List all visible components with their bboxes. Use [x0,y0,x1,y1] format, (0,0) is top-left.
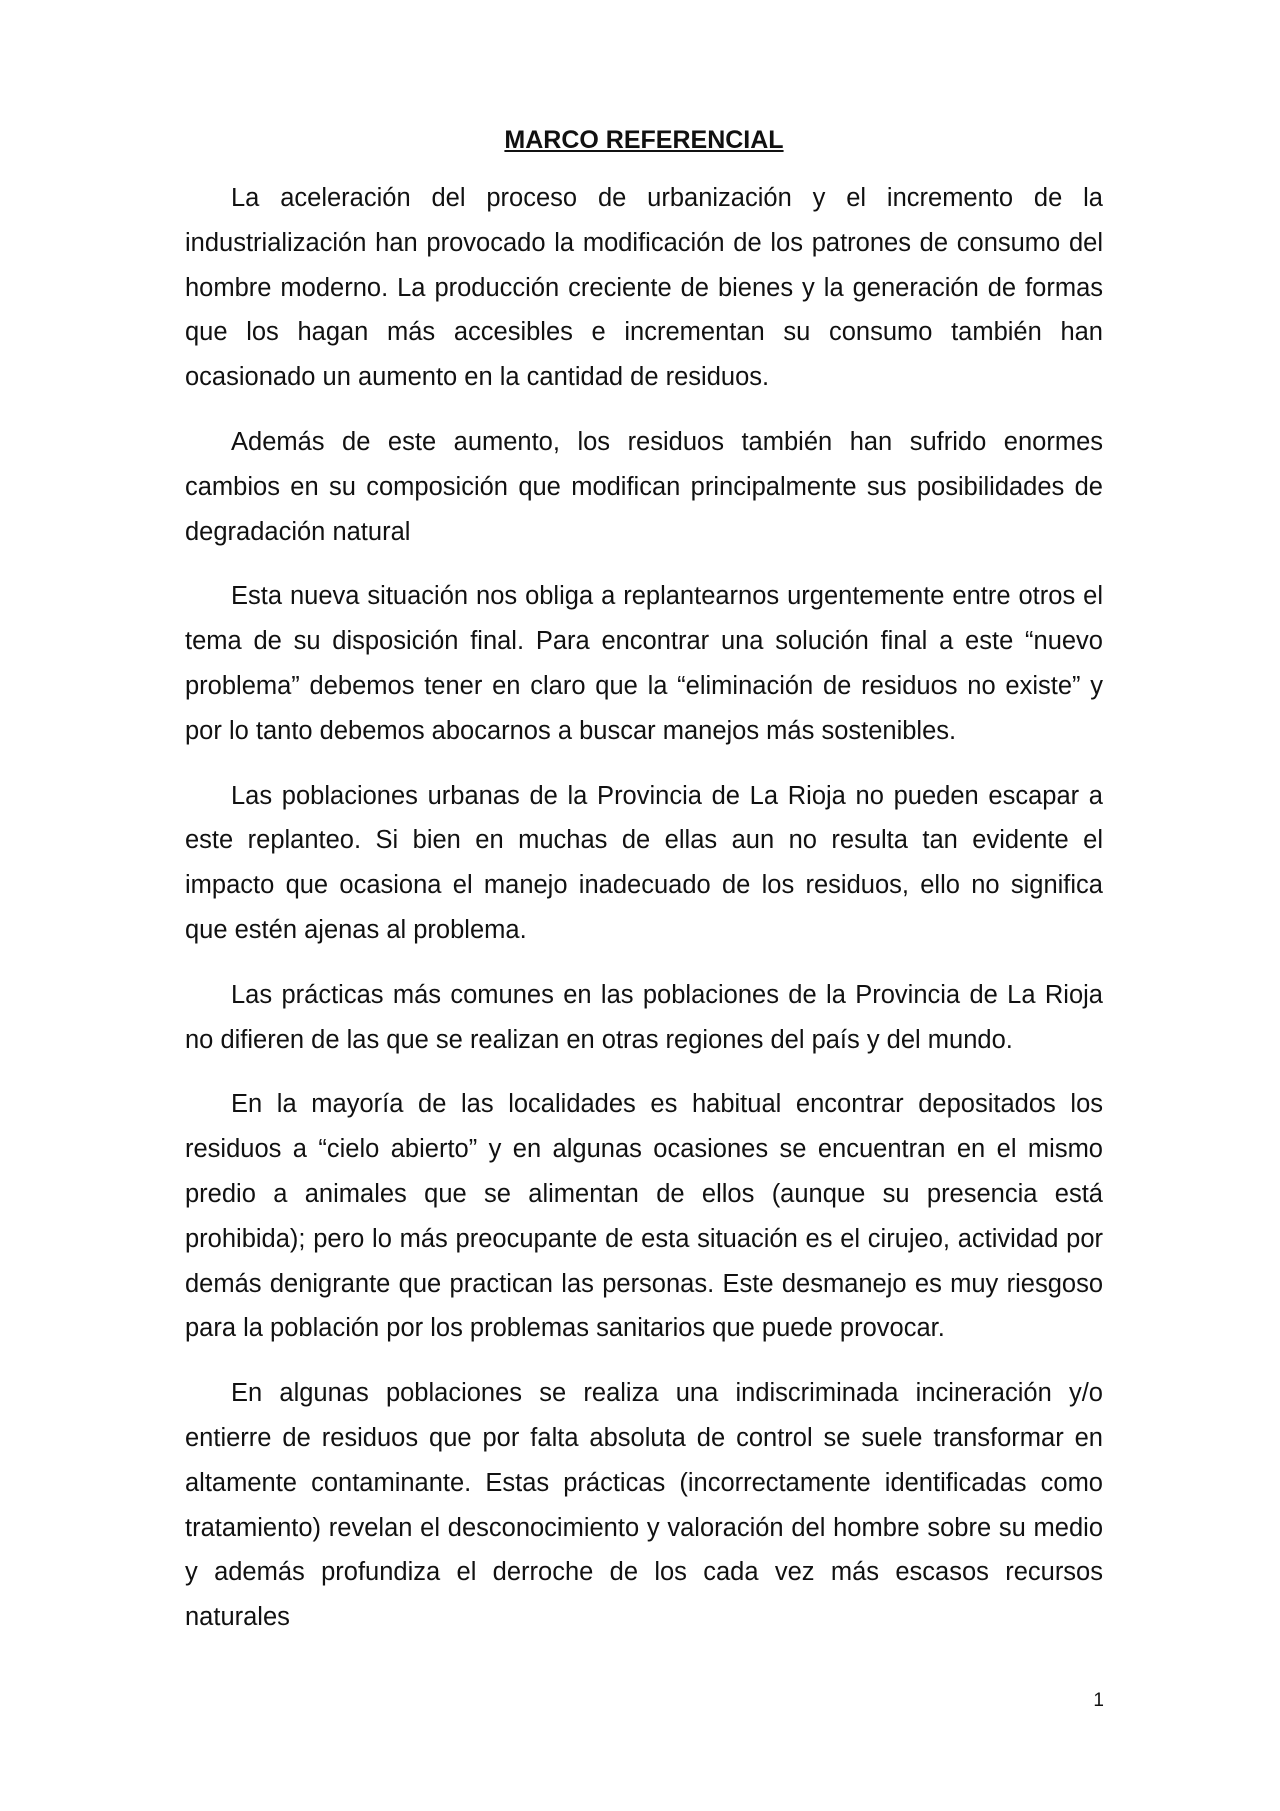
paragraph-1: La aceleración del proceso de urbanización y el incremento de la industrialización han provocado la modificación de los patrones de consumo del hombre moderno. La producción creciente de bienes y la generación de formas que los hagan más accesibles e incrementan su consumo también han ocasionado un aumento en la cantidad de residuos. [185,184,1103,392]
paragraph-2: Además de este aumento, los residuos también han sufrido enormes cambios en su composición que modifican principalmente sus posibilidades de degradación natural [185,427,1103,546]
paragraph-6: En la mayoría de las localidades es habitual encontrar depositados los residuos a “cielo abierto” y en algunas ocasiones se encuentran en el mismo predio a animales que se alimentan de ellos (aunque su presencia está prohibida); pero lo más preocupante de esta situación es el cirujeo, actividad por demás denigrante que practican las personas. Este desmanejo es muy riesgoso para la población por los problemas sanitarios que puede provocar. [185,1090,1103,1343]
document-title: MARCO REFERENCIAL [504,126,784,154]
page-number: 1 [1093,1690,1104,1711]
paragraph-5: Las prácticas más comunes en las poblaciones de la Provincia de La Rioja no difieren de las que se realizan en otras regiones del país y del mundo. [185,980,1103,1054]
document-body [185,120,1103,1660]
paragraph-4: Las poblaciones urbanas de la Provincia de La Rioja no pueden escapar a este replanteo. Si bien en muchas de ellas aun no resulta tan evidente el impacto que ocasiona el manejo inadecuado de los residuos, ello no significa que estén ajenas al problema. [185,781,1103,944]
paragraph-3: Esta nueva situación nos obliga a replantearnos urgentemente entre otros el tema de su disposición final. Para encontrar una solución final a este “nuevo problema” debemos tener en claro que la “eliminación de residuos no existe” y por lo tanto debemos abocarnos a buscar manejos más sostenibles. [185,582,1103,745]
paragraph-7: En algunas poblaciones se realiza una indiscriminada incineración y/o entierre de residuos que por falta absoluta de control se suele transformar en altamente contaminante. Estas prácticas (incorrectamente identificadas como tratamiento) revelan el desconocimiento y valoración del hombre sobre su medio y además profundiza el derroche de los cada vez más escasos recursos naturales [185,1379,1103,1632]
